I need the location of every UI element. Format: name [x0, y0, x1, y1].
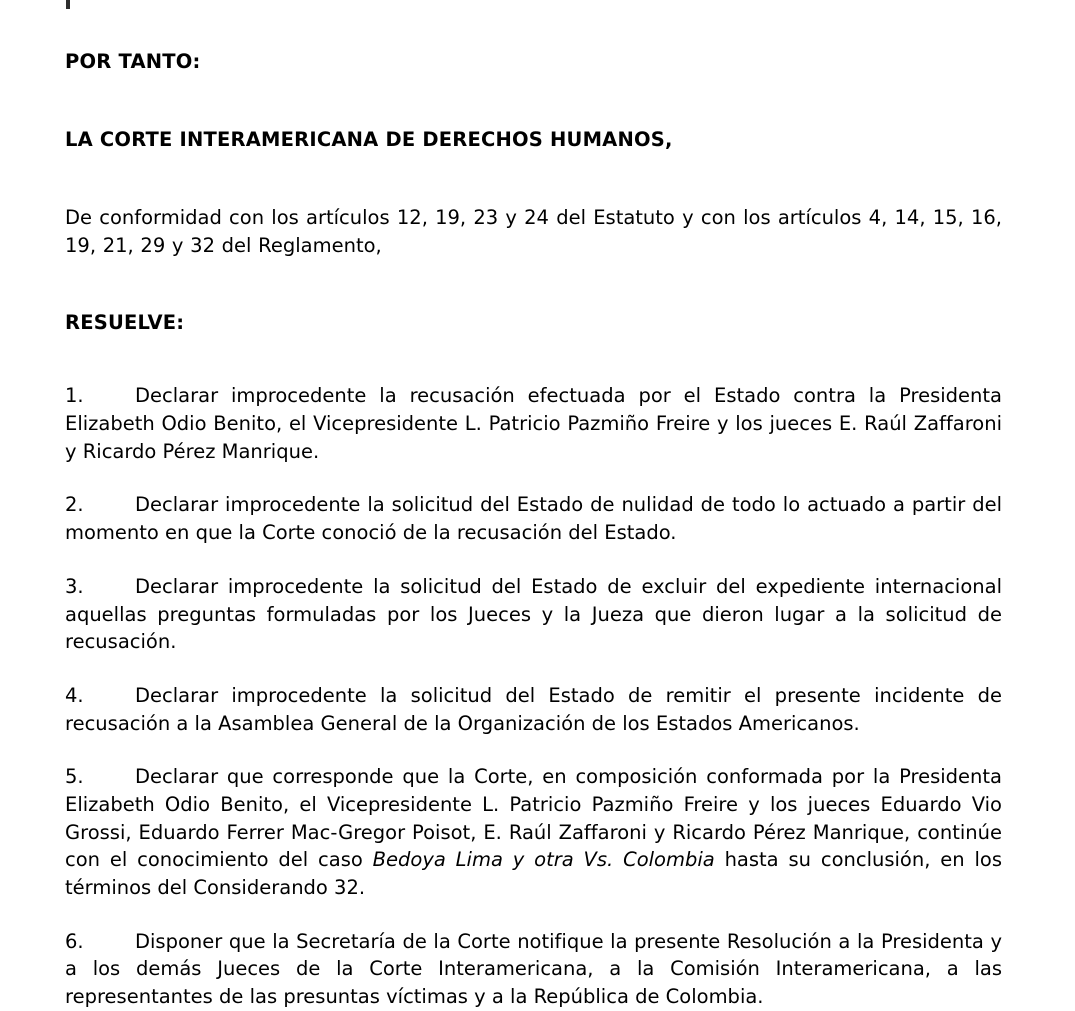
resolution-text: Declarar improcedente la solicitud del Estado de nulidad de todo lo actuado a partir del momento en que la Corte conoció de la recusación del Estado.: [65, 493, 1002, 545]
resolution-item-6: [65, 902, 1002, 1011]
resolution-item-3: [65, 547, 1002, 656]
resolution-text-after-case: hasta su conclusión, en los términos del Considerando 32.: [65, 848, 1002, 899]
case-name: Bedoya Lima y otra Vs. Colombia: [372, 848, 715, 872]
heading-resuelve: RESUELVE:: [65, 311, 185, 335]
resolution-item-5: [65, 737, 1002, 901]
heading-por-tanto: POR TANTO:: [65, 50, 201, 73]
resolution-number: 5.: [65, 765, 84, 789]
resolution-text: Disponer que la Secretaría de la Corte notifique la presente Resolución a la Presidenta y a los demás Jueces de la Corte Interamericana, a la Comisión Interamericana, a las representantes de las presuntas víctimas y a la República de Colombia.: [65, 929, 1002, 1009]
paragraph-conformidad: De conformidad con los artículos 12, 19, 23 y 24 del Estatuto y con los artículos 4, 14, 15, 16, 19, 21, 29 y 32 del Reglamento,: [65, 206, 1002, 257]
heading-corte-interamericana: LA CORTE INTERAMERICANA DE DERECHOS HUMANOS,: [65, 128, 673, 151]
resolution-number: 1.: [65, 384, 84, 408]
resolution-number: 6.: [65, 929, 84, 953]
resolution-text: Declarar improcedente la solicitud del Estado de remitir el presente incidente de recusación a la Asamblea General de la Organización de los Estados Americanos.: [65, 683, 1002, 735]
resolution-number: 3.: [65, 574, 84, 598]
document-body: [65, 0, 1002, 1011]
resolution-text-before-case: Declarar que corresponde que la Corte, en composición conformada por la Presidenta Elizabeth Odio Benito, el Vicepresidente L. Patricio Pazmiño Freire y los jueces Eduardo Vio Grossi, Eduardo Ferrer Mac-Gregor Poisot, E. Raúl Zaffaroni y Ricardo Pérez Manrique, continúe con el conocimiento del caso: [65, 765, 1002, 872]
resolution-number: 2.: [65, 493, 84, 517]
resolution-item-4: [65, 656, 1002, 737]
resolution-text: Declarar improcedente la solicitud del Estado de excluir del expediente internacional aquellas preguntas formuladas por los Jueces y la Jueza que dieron lugar a la solicitud de recusación.: [65, 574, 1002, 654]
resolution-item-1: [65, 334, 1002, 465]
resolution-text: Declarar improcedente la recusación efectuada por el Estado contra la Presidenta Elizabeth Odio Benito, el Vicepresidente L. Patricio Pazmiño Freire y los jueces E. Raúl Zaffaroni y Ricardo Pérez Manrique.: [65, 384, 1002, 463]
resolution-number: 4.: [65, 683, 84, 707]
resolution-item-2: [65, 465, 1002, 546]
